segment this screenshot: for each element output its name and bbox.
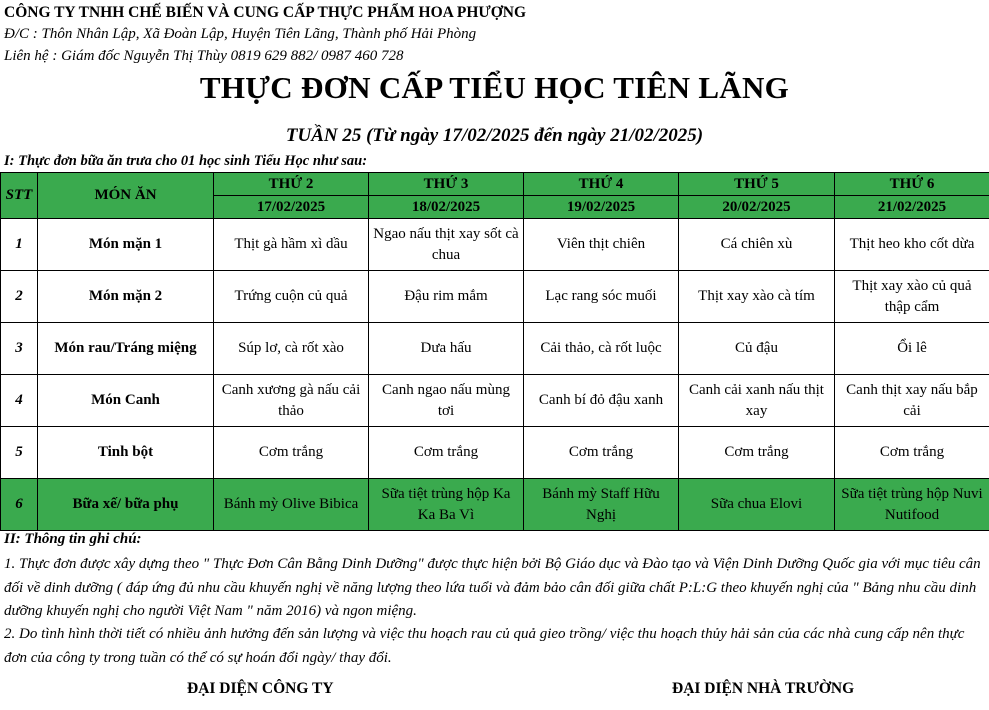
menu-cell: Canh bí đỏ đậu xanh — [524, 375, 679, 427]
menu-cell: Cơm trắng — [835, 427, 989, 479]
company-address: Đ/C : Thôn Nhân Lập, Xã Đoàn Lập, Huyện Tiên Lãng, Thành phố Hải Phòng — [4, 26, 477, 42]
menu-cell: Canh cải xanh nấu thịt xay — [679, 375, 835, 427]
dish-category: Món mặn 1 — [38, 219, 214, 271]
header-day: THỨ 6 — [835, 173, 989, 196]
note-paragraph: 1. Thực đơn được xây dựng theo " Thực Đơn Cân Bằng Dinh Dưỡng" được thực hiện bởi Bộ Giáo dục và Đào tạo và Viện Dinh Dưỡng Quốc gia với mục tiêu cân đối về dinh dưỡng ( đáp ứng đủ nhu cầu khuyến nghị về năng lượng theo lứa tuổi và đảm bảo cân đối giữa chất P:L:G theo khuyến nghị của " Bảng nhu cầu dinh dưỡng khuyến nghị cho người Việt Nam " năm 2016) và ngon miệng. — [4, 556, 981, 619]
header-stt: STT — [1, 173, 38, 219]
header-date: 21/02/2025 — [835, 196, 989, 219]
table-row — [1, 271, 989, 323]
menu-cell: Sữa chua Elovi — [679, 479, 835, 531]
row-number: 4 — [1, 375, 38, 427]
section-notes-heading: II: Thông tin ghi chú: — [4, 531, 142, 547]
company-contact: Liên hệ : Giám đốc Nguyễn Thị Thùy 0819 629 882/ 0987 460 728 — [4, 48, 404, 64]
menu-cell: Bánh mỳ Staff Hữu Nghị — [524, 479, 679, 531]
header-day: THỨ 3 — [369, 173, 524, 196]
header-date: 17/02/2025 — [214, 196, 369, 219]
menu-cell: Đậu rim mắm — [369, 271, 524, 323]
menu-cell: Cơm trắng — [679, 427, 835, 479]
row-number: 6 — [1, 479, 38, 531]
menu-cell: Canh thịt xay nấu bắp cải — [835, 375, 989, 427]
header-day: THỨ 5 — [679, 173, 835, 196]
header-date: 19/02/2025 — [524, 196, 679, 219]
menu-cell: Lạc rang sóc muối — [524, 271, 679, 323]
row-number: 2 — [1, 271, 38, 323]
menu-cell: Cơm trắng — [214, 427, 369, 479]
menu-cell: Thịt heo kho cốt dừa — [835, 219, 989, 271]
table-row — [1, 427, 989, 479]
company-signature-label: ĐẠI DIỆN CÔNG TY — [187, 680, 334, 697]
table-row — [1, 375, 989, 427]
menu-cell: Viên thịt chiên — [524, 219, 679, 271]
menu-cell: Dưa hấu — [369, 323, 524, 375]
menu-cell: Thịt gà hầm xì dầu — [214, 219, 369, 271]
menu-cell: Ngao nấu thịt xay sốt cà chua — [369, 219, 524, 271]
menu-cell: Bánh mỳ Olive Bibica — [214, 479, 369, 531]
row-number: 5 — [1, 427, 38, 479]
company-name: CÔNG TY TNHH CHẾ BIẾN VÀ CUNG CẤP THỰC PHẨM HOA PHƯỢNG — [4, 4, 527, 21]
menu-cell: Sữa tiệt trùng hộp Ka Ka Ba Vì — [369, 479, 524, 531]
dish-category: Món mặn 2 — [38, 271, 214, 323]
row-number: 1 — [1, 219, 38, 271]
week-range: TUẦN 25 (Từ ngày 17/02/2025 đến ngày 21/02/2025) — [285, 125, 704, 146]
dish-category: Bữa xế/ bữa phụ — [38, 479, 214, 531]
header-dish: MÓN ĂN — [38, 173, 214, 219]
menu-cell: Ổi lê — [835, 323, 989, 375]
dish-category: Món Canh — [38, 375, 214, 427]
menu-cell: Canh ngao nấu mùng tơi — [369, 375, 524, 427]
menu-cell: Cá chiên xù — [679, 219, 835, 271]
menu-cell: Củ đậu — [679, 323, 835, 375]
menu-title: THỰC ĐƠN CẤP TIỂU HỌC TIÊN LÃNG — [199, 70, 790, 105]
menu-cell: Sữa tiệt trùng hộp Nuvi Nutifood — [835, 479, 989, 531]
table-row — [1, 479, 989, 531]
menu-cell: Thịt xay xào củ quả thập cẩm — [835, 271, 989, 323]
menu-cell: Cải thảo, cà rốt luộc — [524, 323, 679, 375]
row-number: 3 — [1, 323, 38, 375]
header-date: 18/02/2025 — [369, 196, 524, 219]
menu-cell: Thịt xay xào cà tím — [679, 271, 835, 323]
menu-cell: Trứng cuộn củ quả — [214, 271, 369, 323]
menu-cell: Cơm trắng — [524, 427, 679, 479]
note-paragraph: 2. Do tình hình thời tiết có nhiều ảnh hưởng đến sản lượng và việc thu hoạch rau củ quả gieo trồng/ việc thu hoạch thủy hải sản của các nhà cung cấp nên thực đơn của công ty trong tuần có thể có sự hoán đổi ngày/ thay đổi. — [4, 626, 965, 666]
school-signature-label: ĐẠI DIỆN NHÀ TRƯỜNG — [672, 680, 855, 697]
table-row — [1, 219, 989, 271]
dish-category: Tinh bột — [38, 427, 214, 479]
dish-category: Món rau/Tráng miệng — [38, 323, 214, 375]
header-day: THỨ 2 — [214, 173, 369, 196]
menu-cell: Canh xương gà nấu cải thảo — [214, 375, 369, 427]
menu-table — [0, 172, 989, 531]
header-date: 20/02/2025 — [679, 196, 835, 219]
section-lunch-heading: I: Thực đơn bữa ăn trưa cho 01 học sinh Tiểu Học như sau: — [4, 153, 368, 169]
menu-cell: Súp lơ, cà rốt xào — [214, 323, 369, 375]
header-day: THỨ 4 — [524, 173, 679, 196]
menu-cell: Cơm trắng — [369, 427, 524, 479]
table-row — [1, 323, 989, 375]
